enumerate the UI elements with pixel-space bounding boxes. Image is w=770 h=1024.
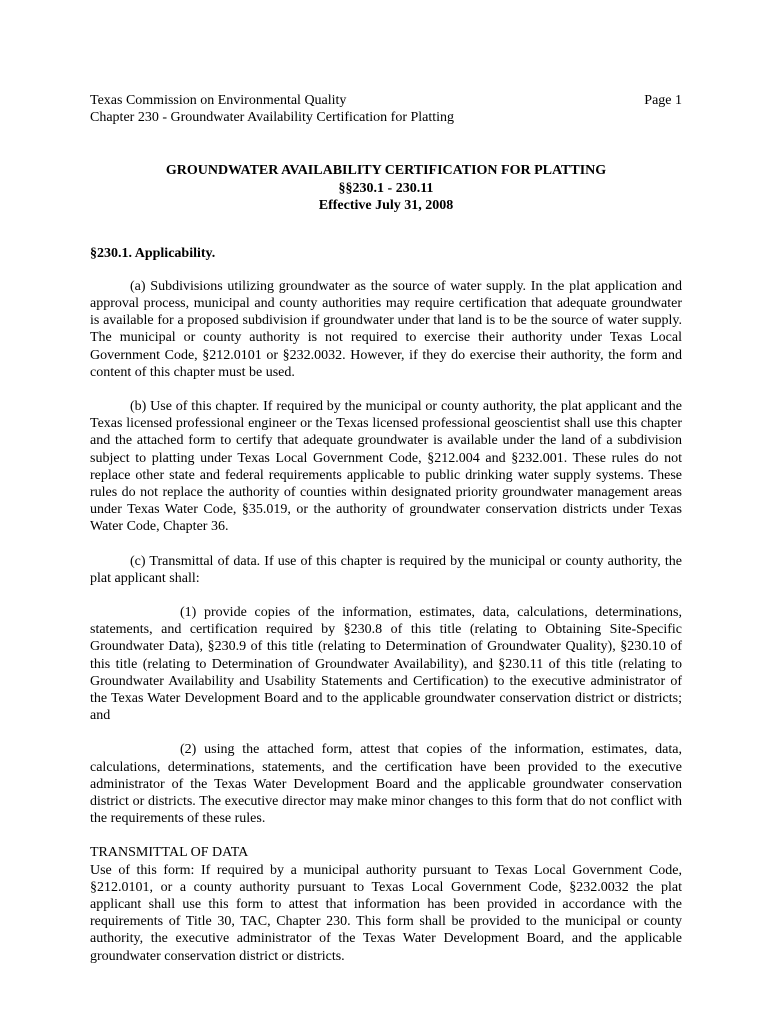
page-header	[90, 92, 682, 109]
title-line-effective-date: Effective July 31, 2008	[318, 198, 454, 213]
document-title	[90, 162, 682, 215]
document-page	[90, 92, 682, 965]
paragraph-b: (b) Use of this chapter. If required by the municipal or county authority, the plat applicant and the Texas licensed professional engineer or the Texas licensed professional geoscientist shall use this chapter and the attached form to certify that adequate groundwater is available under the land of a subdivision subject to platting under Texas Local Government Code, §212.004 and §232.001. These rules do not replace other state and federal requirements applicable to public drinking water supply systems. These rules do not replace the authority of counties within designated priority groundwater management areas under Texas Water Code, §35.019, or the authority of groundwater conservation districts under Texas Water Code, Chapter 36.	[90, 398, 682, 535]
title-line-main: GROUNDWATER AVAILABILITY CERTIFICATION FOR PLATTING	[165, 163, 607, 178]
transmittal-body: Use of this form: If required by a municipal authority pursuant to Texas Local Government Code, §212.0101, or a county authority pursuant to Texas Local Government Code, §232.0032 the plat applicant shall use this form to attest that information has been provided in accordance with the requirements of Title 30, TAC, Chapter 230. This form shall be provided to the municipal or county authority, the executive administrator of the Texas Water Development Board, and the applicable groundwater conservation district or districts.	[90, 862, 682, 964]
paragraph-a: (a) Subdivisions utilizing groundwater as the source of water supply. In the plat application and approval process, municipal and county authorities may require certification that adequate groundwater is available for a proposed subdivision if groundwater under that land is to be the source of water supply. The municipal or county authority is not required to exercise their authority under Texas Local Government Code, §212.0101 or §232.0032. However, if they do exercise their authority, the form and content of this chapter must be used.	[90, 278, 682, 380]
title-line-sections: §§230.1 - 230.11	[338, 180, 434, 196]
chapter-title: Chapter 230 - Groundwater Availability Certification for Platting	[90, 110, 455, 125]
paragraph-c: (c) Transmittal of data. If use of this chapter is required by the municipal or county authority, the plat applicant shall:	[90, 553, 682, 586]
page-number: Page 1	[644, 93, 682, 108]
subitem-1: (1) provide copies of the information, estimates, data, calculations, determinations, statements, and certification required by §230.8 of this title (relating to Obtaining Site-Specific Groundwater Data), §230.9 of this title (relating to Determination of Groundwater Quality), §230.10 of this title (relating to Determination of Groundwater Availability), and §230.11 of this title (relating to Groundwater Availability and Usability Statements and Certification) to the executive administrator of the Texas Water Development Board and to the applicable groundwater conservation district or districts; and	[90, 604, 682, 724]
agency-name: Texas Commission on Environmental Quality	[90, 93, 347, 108]
transmittal-heading: TRANSMITTAL OF DATA	[90, 845, 249, 861]
section-heading: §230.1. Applicability.	[90, 245, 216, 261]
subitem-2: (2) using the attached form, attest that copies of the information, estimates, data, calculations, determinations, statements, and the certification have been provided to the executive administrator of the Texas Water Development Board and the applicable groundwater conservation district or districts. The executive director may make minor changes to this form that do not conflict with the requirements of these rules.	[90, 742, 682, 827]
